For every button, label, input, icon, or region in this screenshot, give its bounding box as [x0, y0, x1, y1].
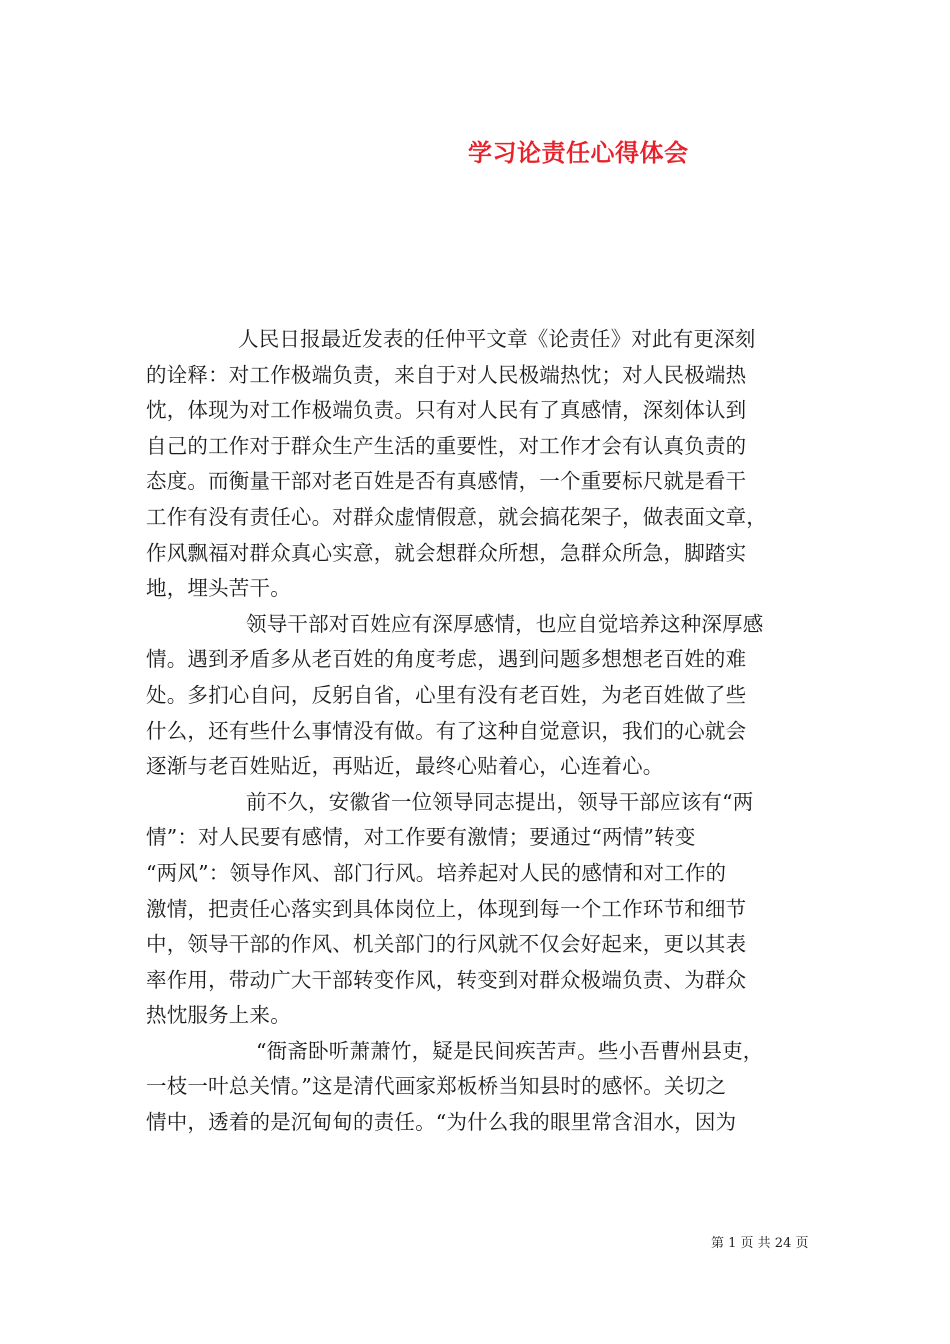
paragraph-2-line-1: 领导干部对百姓应有深厚感情，也应自觉培养这种深厚感: [246, 611, 764, 636]
paragraph-1-line-3: 忱，体现为对工作极端负责。只有对人民有了真感情，深刻体认到: [146, 398, 747, 423]
paragraph-1-line-7: 作风飘福对群众真心实意，就会想群众所想，急群众所急，脚踏实: [146, 540, 747, 565]
paragraph-3-line-1: 前不久，安徽省一位领导同志提出，领导干部应该有“两: [246, 789, 754, 814]
paragraph-4-line-3: 情中，透着的是沉甸甸的责任。“为什么我的眼里常含泪水，因为: [146, 1110, 737, 1135]
paragraph-1-line-1: 人民日报最近发表的任仲平文章《论责任》对此有更深刻: [238, 327, 756, 351]
paragraph-2-line-4: 什么，还有些什么事情没有做。有了这种自觉意识，我们的心就会: [146, 718, 747, 743]
document-title: 学习论责任心得体会: [468, 138, 689, 167]
paragraph-3-line-4: 激情，把责任心落实到具体岗位上，体现到每一个工作环节和细节: [146, 896, 747, 921]
page-number-footer: 第 1 页 共 24 页: [711, 1236, 809, 1251]
paragraph-1-line-2: 的诠释：对工作极端负责，来自于对人民极端热忱；对人民极端热: [146, 362, 747, 387]
paragraph-1-line-5: 态度。而衡量干部对老百姓是否有真感情，一个重要标尺就是看干: [146, 469, 747, 494]
paragraph-2-line-5: 逐渐与老百姓贴近，再贴近，最终心贴着心，心连着心。: [146, 754, 664, 779]
paragraph-1-line-8: 地，埋头苦干。: [146, 576, 291, 601]
paragraph-4-line-2: 一枝一叶总关情。”这是清代画家郑板桥当知县时的感怀。关切之: [146, 1074, 727, 1099]
paragraph-3-line-6: 率作用，带动广大干部转变作风，转变到对群众极端负责、为群众: [146, 967, 747, 992]
paragraph-1-line-4: 自己的工作对于群众生产生活的重要性，对工作才会有认真负责的: [146, 433, 747, 458]
paragraph-3-line-7: 热忱服务上来。: [146, 1003, 291, 1028]
paragraph-3-line-5: 中，领导干部的作风、机关部门的行风就不仅会好起来，更以其表: [146, 932, 747, 957]
paragraph-3-line-3: “两风”：领导作风、部门行风。培养起对人民的感情和对工作的: [146, 860, 727, 885]
paragraph-2-line-2: 情。遇到矛盾多从老百姓的角度考虑，遇到问题多想想老百姓的难: [146, 647, 747, 672]
paragraph-2-line-3: 处。多扪心自问，反躬自省，心里有没有老百姓，为老百姓做了些: [146, 682, 747, 707]
paragraph-3-line-2: 情”：对人民要有感情，对工作要有激情；要通过“两情”转变: [146, 825, 696, 850]
paragraph-4-line-1: “衙斋卧听萧萧竹，疑是民间疾苦声。些小吾曹州县吏，: [256, 1038, 764, 1063]
paragraph-1-line-6: 工作有没有责任心。对群众虚情假意，就会搞花架子，做表面文章，: [146, 504, 767, 529]
document-body: [146, 322, 810, 1141]
